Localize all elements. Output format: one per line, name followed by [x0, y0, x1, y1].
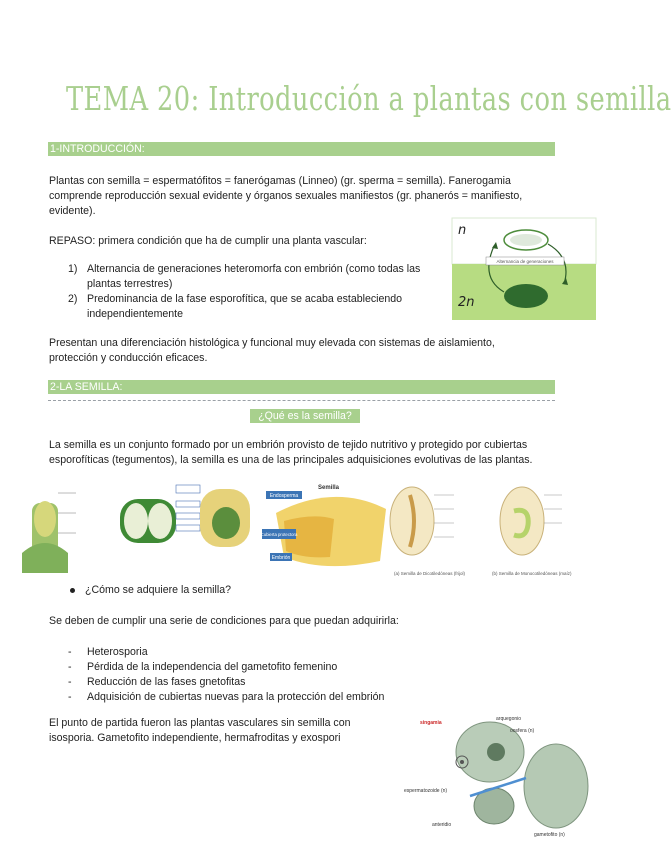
monocot-caption: (b) Semilla de Monocotiledóneas (maíz) — [492, 571, 572, 576]
cubierta-label: Cubierta protectora — [260, 532, 298, 537]
list-item: - Pérdida de la independencia del gametofito femenino — [68, 660, 384, 675]
section-heading-introduccion: 1-INTRODUCCIÓN: — [48, 142, 555, 156]
final-paragraph — [49, 716, 409, 746]
conditions-list — [68, 262, 420, 322]
list-item: - Heterosporia — [68, 645, 384, 660]
question-highlight: ¿Qué es la semilla? — [250, 409, 360, 423]
corn-seed-diagram — [261, 485, 386, 566]
list-item — [68, 292, 420, 322]
endosperma-label: Endosperma — [269, 493, 299, 499]
gametophyte-figure — [400, 708, 596, 844]
closing-line: protección y conducción eficaces. — [49, 352, 208, 365]
repaso-text: REPASO: primera condición que ha de cumplir una planta vascular: — [49, 235, 367, 247]
final-line: isosporia. Gametofito independiente, hermafroditas y exospori — [49, 732, 341, 745]
anteridio-label: anteridio — [432, 822, 452, 828]
page-title: TEMA 20: Introducción a plantas con semilla — [66, 79, 672, 118]
singamia-label: singamia — [420, 720, 442, 726]
bullet-question — [70, 583, 231, 598]
item-text: Predominancia de la fase esporofítica, que se acaba estableciendo — [87, 293, 403, 306]
requirements-list — [68, 645, 384, 705]
definition-paragraph — [49, 438, 564, 468]
list-item: - Adquisición de cubiertas nuevas para la protección del embrión — [68, 690, 384, 705]
definition-line: esporofíticas (tegumentos), la semilla es una de las principales adquisiciones evolutivas de las plantas. — [49, 454, 533, 467]
seed-structures-figure — [14, 473, 594, 581]
item-number: 1) — [68, 263, 78, 275]
closing-paragraph — [49, 336, 559, 366]
closing-line: Presentan una diferenciación histológica y funcional muy elevada con sistemas de aislamiento, — [49, 337, 495, 349]
intro-line: Plantas con semilla = espermatófitos = fanerógamas (Linneo) (gr. sperma = semilla). Fanerogamia — [49, 175, 511, 187]
conditions-intro: Se deben de cumplir una serie de condiciones para que puedan adquirirla: — [49, 615, 399, 627]
list-item — [68, 262, 420, 292]
item-text: independientemente — [87, 308, 184, 321]
diploid-label: 2n — [458, 295, 475, 310]
semilla-label: Semilla — [318, 485, 340, 491]
intro-line: comprende reproducción sexual evidente y órganos sexuales manifiestos (gr. phanerós = manifiesto, — [49, 190, 523, 203]
list-item: - Reducción de las fases gnetofitas — [68, 675, 384, 690]
bullet-dot — [70, 588, 75, 593]
life-cycle-figure — [452, 218, 596, 320]
section-heading-semilla: 2-LA SEMILLA: — [48, 380, 555, 394]
item-text: plantas terrestres) — [87, 278, 173, 291]
dicot-seed-diagram — [390, 487, 466, 576]
dicot-caption: (a) Semilla de Dicotiledóneas (frijol) — [394, 571, 466, 576]
monocot-seed-diagram — [492, 487, 572, 576]
ovule-diagram — [22, 493, 76, 573]
arquegonio-label: arquegonio — [496, 716, 522, 722]
bullet-text: ¿Cómo se adquiere la semilla? — [85, 584, 232, 596]
embrion-label: Embrión — [271, 555, 291, 561]
haploid-label: n — [458, 223, 467, 238]
cycle-center-label: Alternancia de generaciones — [496, 259, 554, 264]
dashed-divider — [48, 400, 555, 401]
final-line: El punto de partida fueron las plantas vasculares sin semilla con — [49, 717, 351, 729]
oosfera-label: oosfera (n) — [510, 728, 535, 734]
item-number: 2) — [68, 293, 78, 306]
gametofito-label: gametofito (n) — [534, 832, 565, 838]
item-text: Alternancia de generaciones heteromorfa con embrión (como todas las — [87, 263, 421, 275]
espermatozoide-label: espermatozoide (n) — [404, 788, 448, 794]
intro-paragraph — [49, 174, 559, 219]
definition-line: La semilla es un conjunto formado por un embrión provisto de tejido nutritivo y protegido por cubiertas — [49, 439, 528, 451]
intro-line: evidente). — [49, 205, 96, 218]
bean-seed-diagram — [120, 485, 250, 547]
